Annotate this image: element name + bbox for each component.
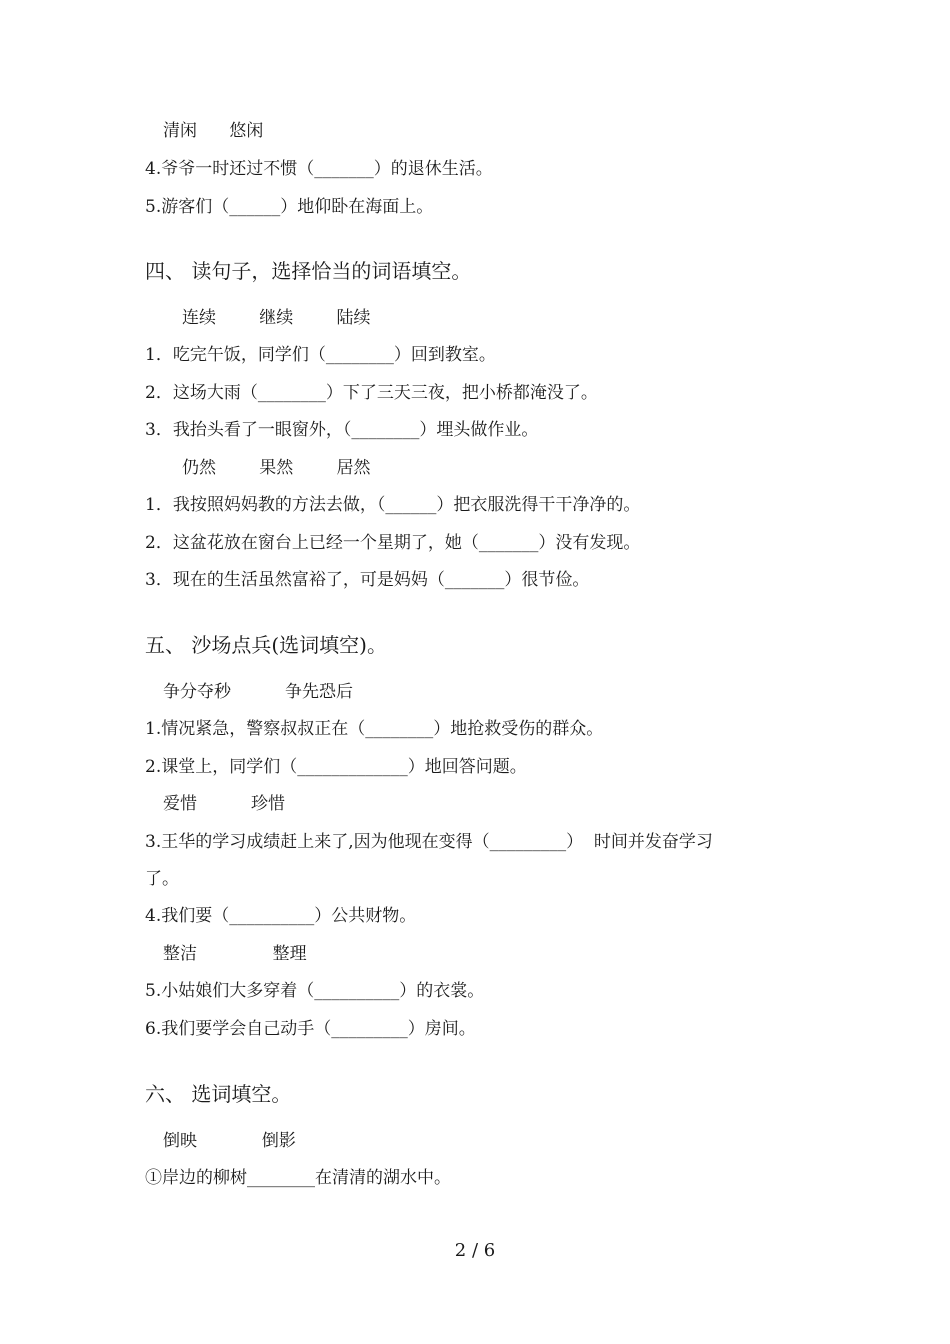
word-choices-line: 整洁 整理 — [163, 944, 307, 964]
question-line: 6.我们要学会自己动手（_________）房间。 — [145, 1019, 476, 1039]
section-heading: 六、 选词填空。 — [145, 1082, 292, 1106]
word-choices-line: 爱惜 珍惜 — [163, 794, 286, 814]
section-heading: 四、 读句子，选择恰当的词语填空。 — [145, 259, 472, 283]
word-choices-line: 倒映 倒影 — [163, 1131, 296, 1151]
question-line: 4.我们要（__________）公共财物。 — [145, 906, 417, 926]
section-heading: 五、 沙场点兵(选词填空)。 — [145, 633, 387, 657]
word-choices-line: 争分夺秒 争先恐后 — [163, 682, 354, 702]
question-line: 1．吃完午饭，同学们（________）回到教室。 — [145, 345, 496, 365]
question-line: 1.情况紧急，警察叔叔正在（________）地抢救受伤的群众。 — [145, 719, 604, 739]
question-line: 1．我按照妈妈教的方法去做，（______）把衣服洗得干干净净的。 — [145, 495, 641, 515]
question-line: 3．我抬头看了一眼窗外，（________）埋头做作业。 — [145, 420, 539, 440]
question-line: 5.小姑娘们大多穿着（__________）的衣裳。 — [145, 981, 485, 1001]
page-number: 2 / 6 — [454, 1240, 496, 1261]
question-line: 4.爷爷一时还过不惯（_______）的退休生活。 — [145, 159, 493, 179]
question-line: 2.课堂上，同学们（_____________）地回答问题。 — [145, 757, 527, 777]
question-line: ①岸边的柳树________在清清的湖水中。 — [145, 1168, 451, 1188]
question-line: 3.王华的学习成绩赶上来了,因为他现在变得（_________） 时间并发奋学习 — [145, 832, 713, 852]
question-line: 2．这场大雨（________）下了三天三夜，把小桥都淹没了。 — [145, 383, 598, 403]
question-line: 3．现在的生活虽然富裕了，可是妈妈（_______）很节俭。 — [145, 570, 590, 590]
word-choices-line: 仍然 果然 居然 — [182, 458, 371, 478]
question-line: 5.游客们（______）地仰卧在海面上。 — [145, 197, 434, 217]
question-line-continued: 了。 — [145, 869, 179, 889]
word-choices-line: 清闲 悠闲 — [163, 121, 264, 141]
word-choices-line: 连续 继续 陆续 — [182, 308, 371, 328]
question-line: 2．这盆花放在窗台上已经一个星期了，她（_______）没有发现。 — [145, 533, 641, 553]
